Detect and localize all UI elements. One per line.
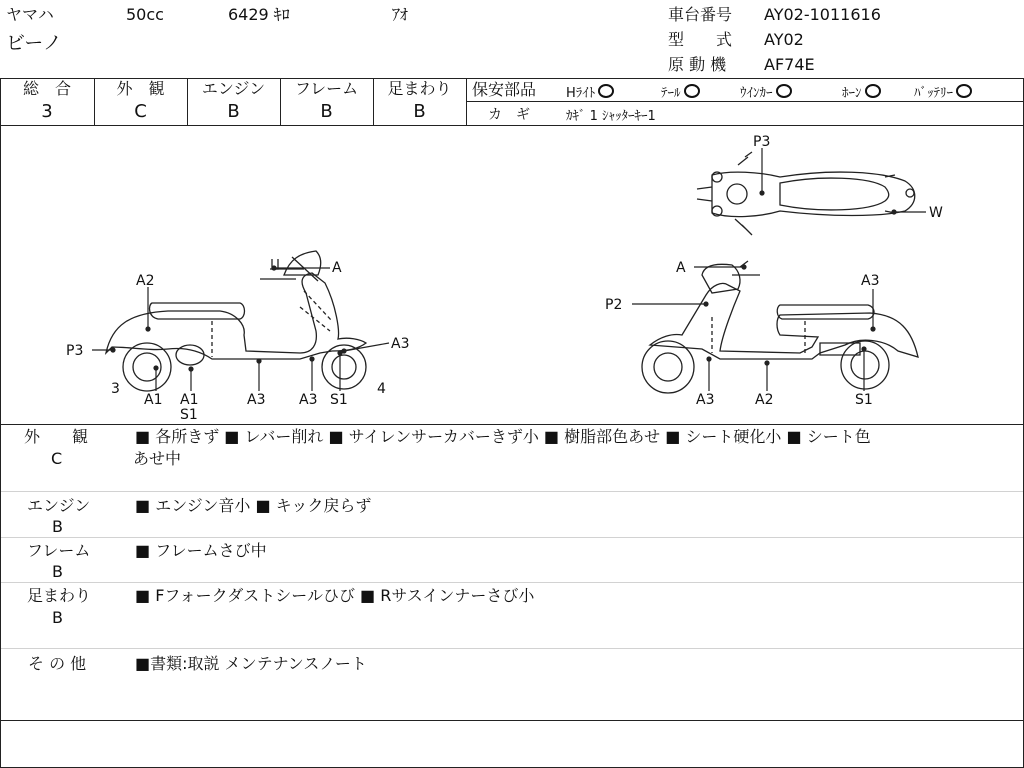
remark-suspension-text: ■ Fフォークダストシールひび ■ Rサスインナーさび小: [135, 586, 535, 605]
ok-circle-icon: [684, 84, 700, 98]
frame-no: AY02-1011616: [764, 5, 881, 24]
point-label: A: [332, 260, 342, 276]
key-label: カ ギ: [488, 107, 530, 123]
row-divider: [1, 648, 1023, 649]
engine-label: 原 動 機: [668, 55, 727, 74]
point-label: P3: [753, 134, 771, 150]
point-label: W: [929, 205, 943, 221]
remark-exterior-label: 外 観: [24, 427, 89, 446]
divider: [466, 78, 467, 125]
point-label: A2: [136, 273, 155, 289]
safety-part-name: Hﾗｲﾄ: [566, 86, 596, 101]
key-text: ｶｷﾞ 1 ｼｬｯﾀｰｷｰ1: [566, 109, 656, 124]
point-label: S1: [855, 392, 873, 408]
point-label: A3: [861, 273, 880, 289]
point-label: S1: [330, 392, 348, 408]
grade-frame-label: フレーム: [294, 79, 359, 98]
ok-circle-icon: [865, 84, 881, 98]
divider: [466, 101, 1024, 102]
grade-frame-value: B: [320, 101, 333, 122]
safety-part-headlight: [566, 82, 614, 101]
remark-other-text: ■書類:取説 メンテナンスノート: [135, 654, 367, 673]
grade-engine-value: B: [227, 101, 240, 122]
point-label: A3: [299, 392, 318, 408]
point-label: A2: [755, 392, 774, 408]
safety-label: 保安部品: [472, 80, 537, 99]
point-label: 4: [377, 381, 386, 397]
model-name: ビーノ: [6, 32, 62, 54]
remark-frame-text: ■ フレームさび中: [135, 541, 267, 560]
grade-exterior-value: C: [134, 101, 147, 122]
remark-engine-grade: B: [52, 517, 63, 536]
point-label: P3: [66, 343, 84, 359]
ok-circle-icon: [956, 84, 972, 98]
type-label: 型 式: [668, 30, 733, 49]
point-label: S1: [180, 407, 198, 423]
remark-suspension-grade: B: [52, 608, 63, 627]
ok-circle-icon: [598, 84, 614, 98]
remark-exterior-text: ■ 各所きず ■ レバー削れ ■ サイレンサーカバーきず小 ■ 樹脂部色あせ ■ シート硬化小 ■ シート色: [135, 427, 871, 446]
type-value: AY02: [764, 30, 804, 49]
color: ｱｵ: [392, 5, 409, 24]
remark-frame-label: フレーム: [27, 541, 91, 560]
grade-suspension-value: B: [413, 101, 426, 122]
point-label: A1: [180, 392, 199, 408]
point-label: P2: [605, 297, 623, 313]
maker: ヤマハ: [6, 5, 54, 24]
grade-suspension-label: 足まわり: [387, 79, 452, 98]
safety-part-winker: [740, 82, 792, 101]
point-label: A3: [391, 336, 410, 352]
scooter-top-view: [697, 152, 915, 235]
point-label: A3: [696, 392, 715, 408]
ok-circle-icon: [776, 84, 792, 98]
point-label: A3: [247, 392, 266, 408]
point-label: A1: [144, 392, 163, 408]
point-label: 3: [111, 381, 120, 397]
divider: [0, 720, 1024, 721]
safety-part-battery: [914, 82, 972, 101]
row-divider: [1, 582, 1023, 583]
engine-value: AF74E: [764, 55, 815, 74]
row-divider: [1, 537, 1023, 538]
scooter-left-view: [106, 251, 366, 391]
frame-no-label: 車台番号: [668, 5, 733, 24]
remark-suspension-label: 足まわり: [27, 586, 92, 605]
safety-part-name: ﾃｰﾙ: [661, 86, 681, 101]
safety-part-tail: [661, 82, 700, 101]
remark-frame-grade: B: [52, 562, 63, 581]
damage-diagram: [0, 125, 1024, 424]
grade-overall-label: 総 合: [22, 79, 71, 98]
safety-part-name: ｳｲﾝｶｰ: [740, 86, 773, 101]
remark-exterior-grade: C: [51, 449, 63, 468]
grade-engine-label: エンジン: [201, 79, 266, 98]
grade-overall-value: 3: [41, 101, 53, 122]
row-divider: [1, 491, 1023, 492]
remark-engine-label: エンジン: [27, 496, 91, 515]
point-label: A: [676, 260, 686, 276]
displacement: 50cc: [126, 5, 164, 24]
grade-exterior-label: 外 観: [116, 79, 165, 98]
safety-part-horn: [842, 82, 881, 101]
remark-other-label: そ の 他: [28, 654, 87, 673]
remark-engine-text: ■ エンジン音小 ■ キック戻らず: [135, 496, 372, 515]
mileage: 6429 ｷﾛ: [228, 5, 290, 24]
divider: [0, 424, 1024, 425]
safety-part-name: ﾊﾞｯﾃﾘｰ: [914, 86, 953, 101]
remark-exterior-text-cont: あせ中: [133, 449, 182, 468]
safety-part-name: ﾎｰﾝ: [842, 86, 862, 101]
